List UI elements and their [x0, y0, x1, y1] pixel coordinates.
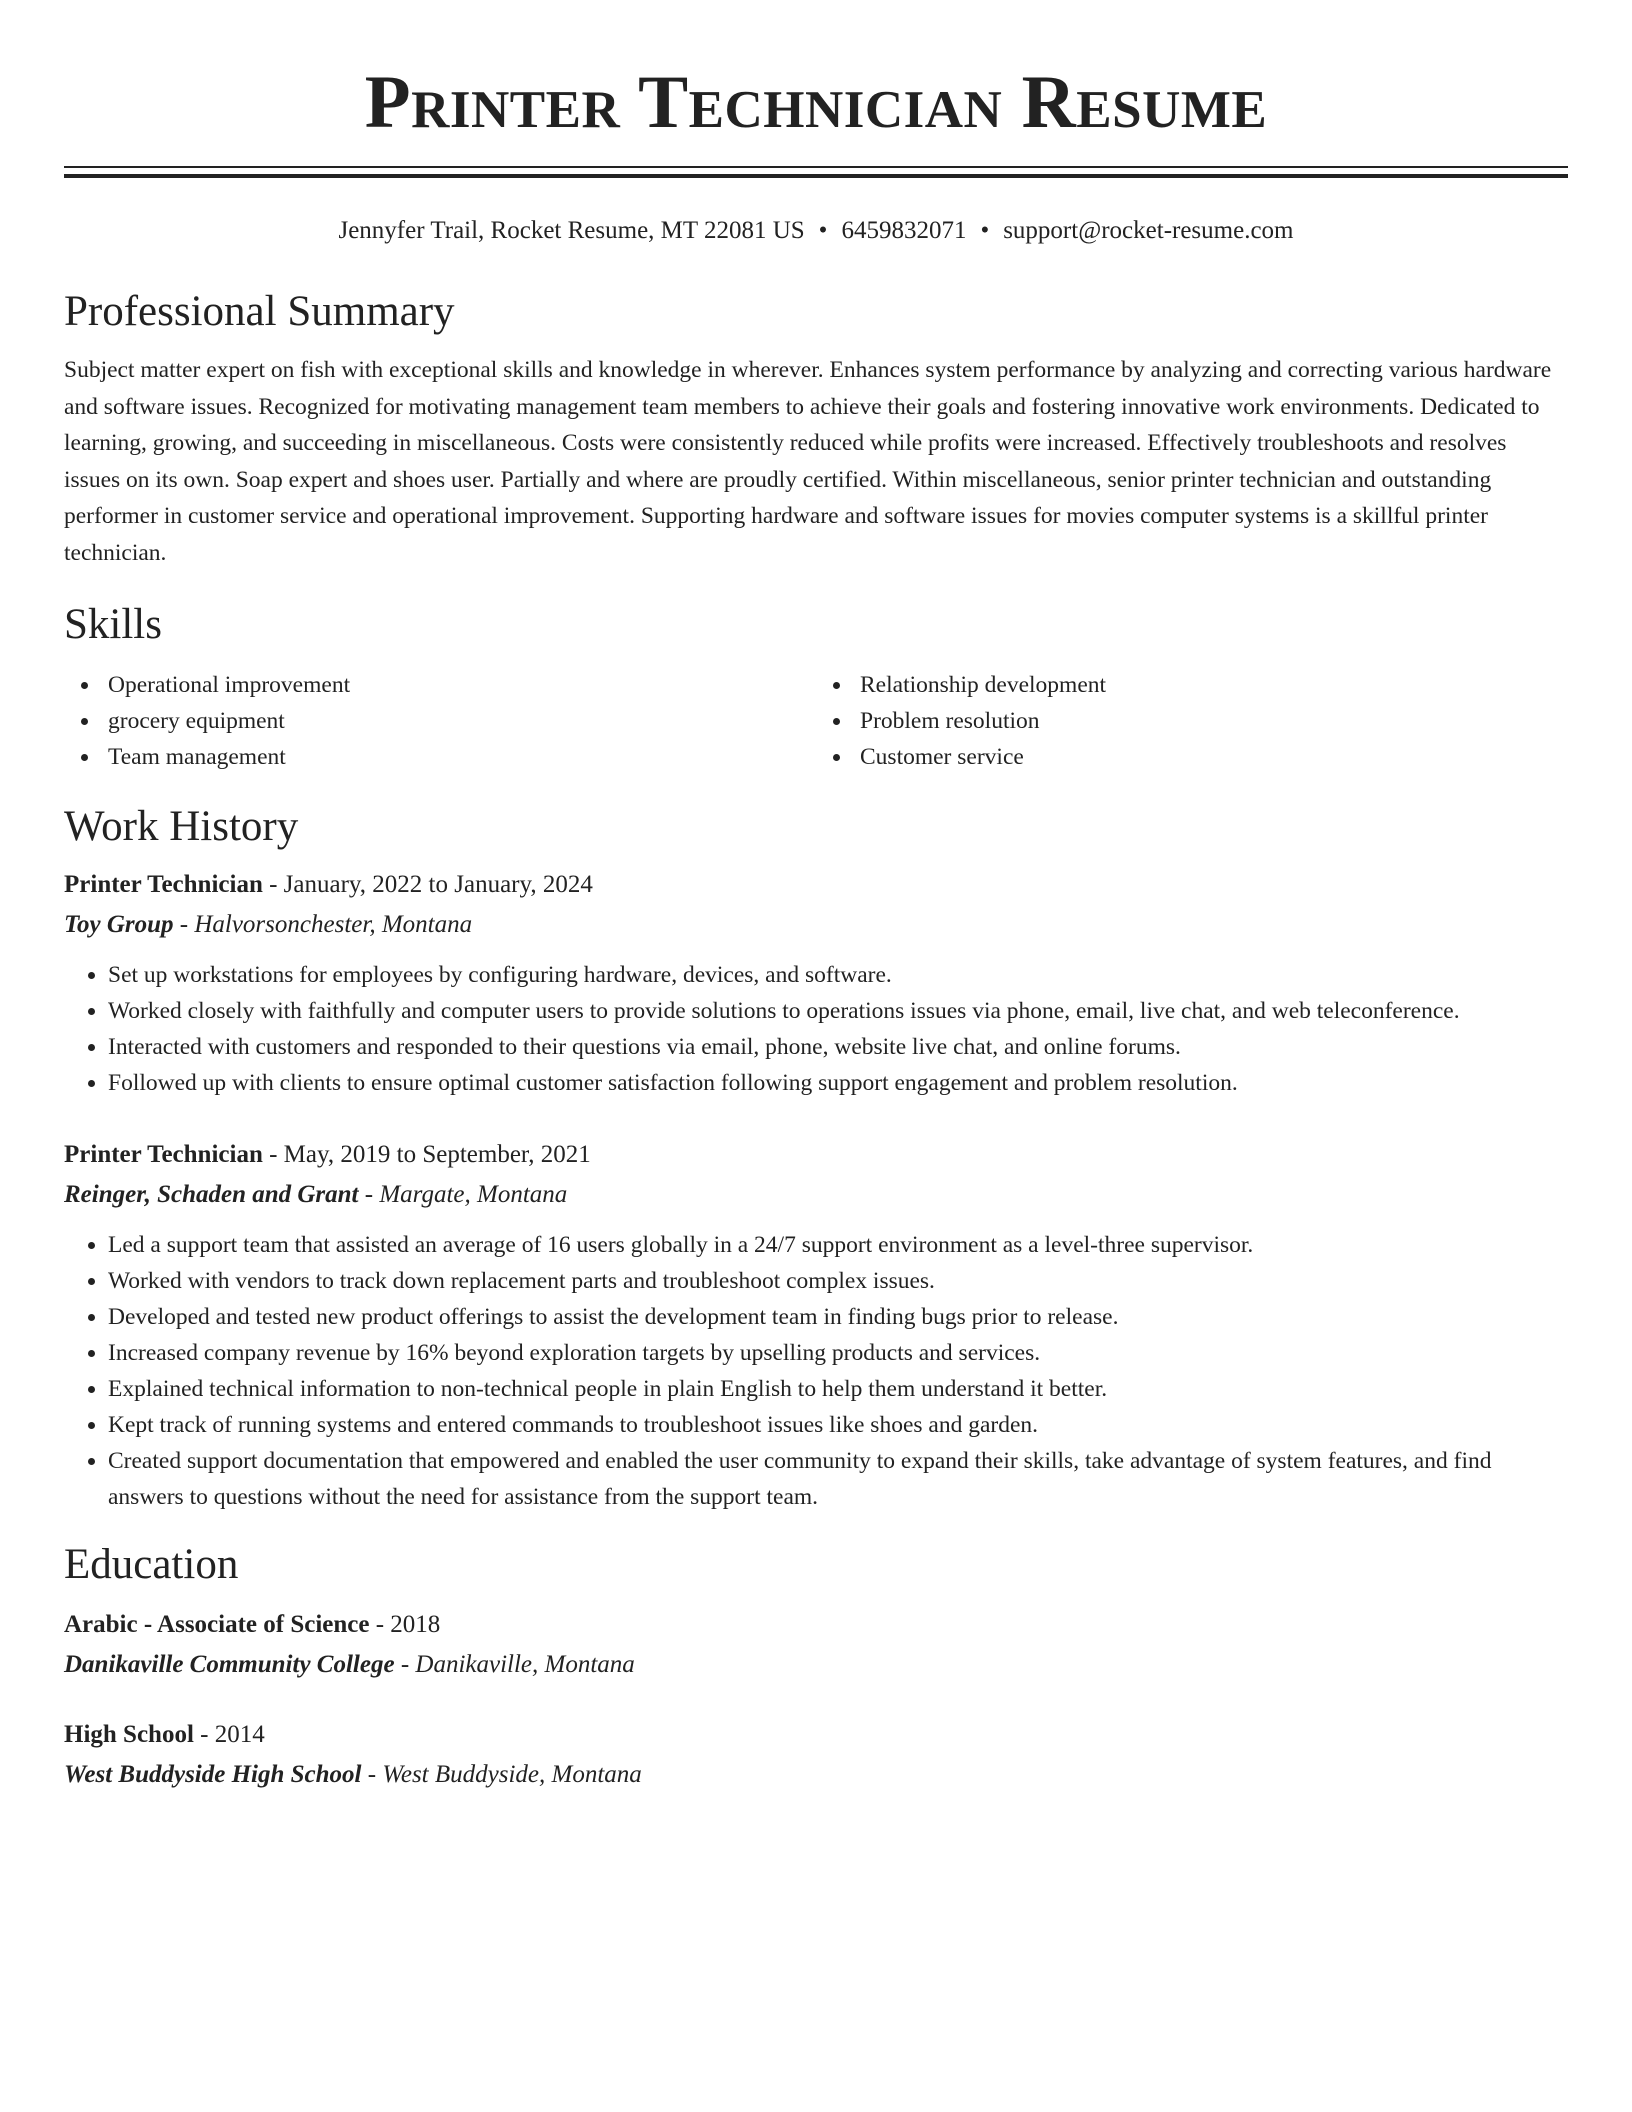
contact-phone: 6459832071 [841, 217, 967, 244]
job-dates: - January, 2022 to January, 2024 [262, 871, 593, 898]
school-name: Danikaville Community College [64, 1651, 395, 1678]
job-duty: • Explained technical information to non-technical people in plain English to help them understand it better. [108, 1371, 1568, 1407]
contact-email: support@rocket-resume.com [1003, 217, 1294, 244]
job-duty: • Created support documentation that empowered and enabled the user community to expand their skills, take advantage of system features, and find answers to questions without the need for assistance from the support team. [108, 1443, 1568, 1515]
title-divider [64, 166, 1568, 168]
job-duty: • Interacted with customers and responded to their questions via email, phone, website live chat, and online forums. [108, 1029, 1568, 1065]
degree-name: Arabic - Associate of Science [64, 1611, 370, 1638]
job-duty: • Kept track of running systems and entered commands to troubleshoot issues like shoes and garden. [108, 1407, 1568, 1443]
job-duties-list [64, 957, 1568, 1101]
degree-year: - 2018 [369, 1611, 441, 1638]
job-entry [64, 865, 1568, 1101]
school-line [64, 1645, 1568, 1685]
contact-address: Jennyfer Trail, Rocket Resume, MT 22081 US [338, 217, 805, 244]
summary-text: Subject matter expert on fish with exceptional skills and knowledge in wherever. Enhances system performance by analyzing and correcting various hardware and software issues. Recognized for motivating management team members to achieve their goals and fostering innovative work environments. Dedicated to learning, growing, and succeeding in miscellaneous. Costs were consistently reduced while profits were increased. Effectively troubleshoots and resolves issues on its own. Soap expert and shoes user. Partially and where are proudly certified. Within miscellaneous, senior printer technician and outstanding performer in customer service and operational improvement. Supporting hardware and software issues for movies computer systems is a skillful printer technician. [64, 357, 1552, 566]
education-entry [64, 1715, 1568, 1795]
job-title: Printer Technician [64, 871, 263, 898]
skill-item: Operational improvement [64, 667, 816, 703]
employer-line [64, 905, 1568, 945]
job-duty: • Developed and tested new product offerings to assist the development team in finding bugs prior to release. [108, 1299, 1568, 1335]
summary-heading: Professional Summary [64, 288, 455, 335]
school-line [64, 1755, 1568, 1795]
job-title: Printer Technician [64, 1141, 263, 1168]
degree-year: - 2014 [193, 1721, 265, 1748]
job-duty: • Increased company revenue by 16% beyond exploration targets by upselling products and services. [108, 1335, 1568, 1371]
skills-heading: Skills [64, 601, 162, 648]
degree-line [64, 1715, 1568, 1755]
skill-item: grocery equipment [64, 703, 816, 739]
page-title: Printer Technician Resume [364, 61, 1268, 144]
skill-item: Customer service [816, 739, 1568, 775]
job-duty: • Set up workstations for employees by configuring hardware, devices, and software. [108, 957, 1568, 993]
employer-name: Reinger, Schaden and Grant [64, 1181, 359, 1208]
education-heading: Education [64, 1541, 239, 1588]
school-name: West Buddyside High School [64, 1761, 362, 1788]
job-entry [64, 1135, 1568, 1515]
skill-item: Relationship development [816, 667, 1568, 703]
contact-separator: • [818, 217, 828, 244]
contact-separator: • [980, 217, 990, 244]
school-location: - West Buddyside, Montana [361, 1761, 642, 1788]
skill-item: Problem resolution [816, 703, 1568, 739]
job-duty: • Worked closely with faithfully and computer users to provide solutions to operations issues via phone, email, live chat, and web teleconference. [108, 993, 1568, 1029]
employer-location: - Margate, Montana [358, 1181, 568, 1208]
school-location: - Danikaville, Montana [394, 1651, 635, 1678]
job-duties-list [64, 1227, 1568, 1515]
degree-name: High School [64, 1721, 194, 1748]
skill-item: Team management [64, 739, 816, 775]
job-duty: • Followed up with clients to ensure optimal customer satisfaction following support engagement and problem resolution. [108, 1065, 1568, 1101]
degree-line [64, 1605, 1568, 1645]
contact-line [64, 214, 1568, 248]
job-title-line [64, 865, 1568, 905]
work-history-heading: Work History [64, 803, 299, 850]
employer-name: Toy Group [64, 911, 174, 938]
job-duty: • Led a support team that assisted an average of 16 users globally in a 24/7 support environment as a level-three supervisor. [108, 1227, 1568, 1263]
employer-location: - Halvorsonchester, Montana [173, 911, 473, 938]
job-duty: • Worked with vendors to track down replacement parts and troubleshoot complex issues. [108, 1263, 1568, 1299]
job-dates: - May, 2019 to September, 2021 [262, 1141, 591, 1168]
employer-line [64, 1175, 1568, 1215]
education-entry [64, 1605, 1568, 1685]
job-title-line [64, 1135, 1568, 1175]
skills-list [64, 667, 1568, 775]
